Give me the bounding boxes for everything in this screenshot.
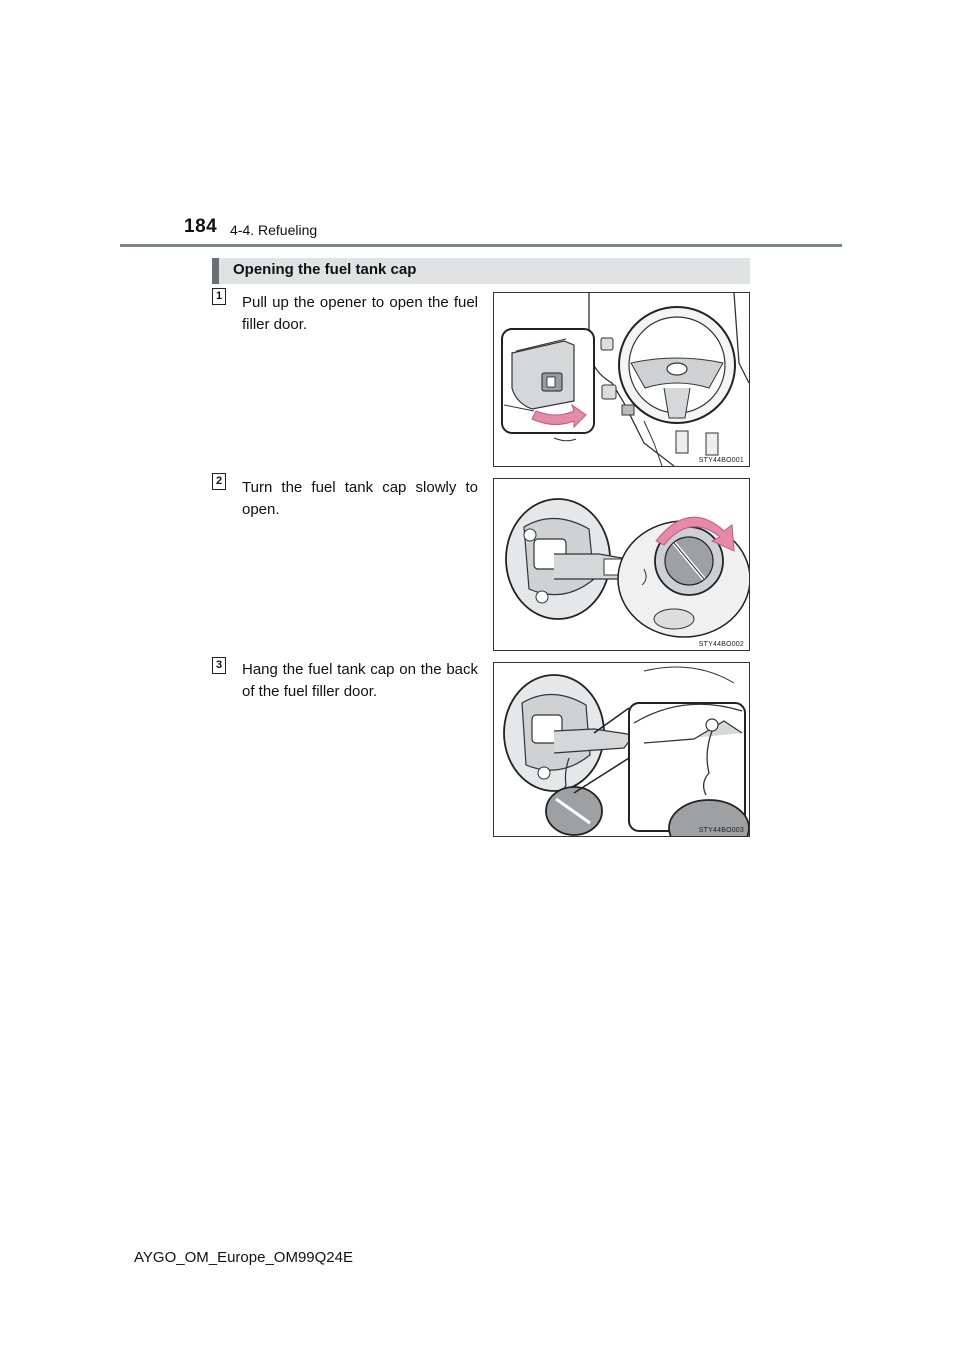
step-3-badge: 3 [212, 657, 226, 674]
section-heading-text: Opening the fuel tank cap [233, 261, 417, 278]
step-3-text: Hang the fuel tank cap on the back of the fuel filler door. [242, 661, 478, 700]
step-2-text: Turn the fuel tank cap slowly to open. [242, 479, 478, 518]
turn-cap-illustration [494, 479, 749, 650]
footer-document-id: AYGO_OM_Europe_OM99Q24E [134, 1249, 353, 1266]
figure-2-code: STY44BO002 [698, 641, 744, 648]
hang-cap-illustration [494, 663, 749, 836]
step-1-text: Pull up the opener to open the fuel filler door. [242, 294, 478, 333]
section-heading-bar [212, 258, 750, 284]
figure-3-hang-cap [493, 662, 750, 837]
figure-1-opener [493, 292, 750, 467]
step-1-badge: 1 [212, 288, 226, 305]
header-rule [120, 244, 842, 247]
figure-2-turn-cap [493, 478, 750, 651]
fuel-opener-illustration [494, 293, 749, 466]
page-number: 184 [184, 216, 218, 237]
figure-3-code: STY44BO003 [698, 827, 744, 834]
step-2-badge: 2 [212, 473, 226, 490]
section-reference: 4-4. Refueling [230, 222, 318, 238]
figure-1-code: STY44BO001 [698, 457, 744, 464]
